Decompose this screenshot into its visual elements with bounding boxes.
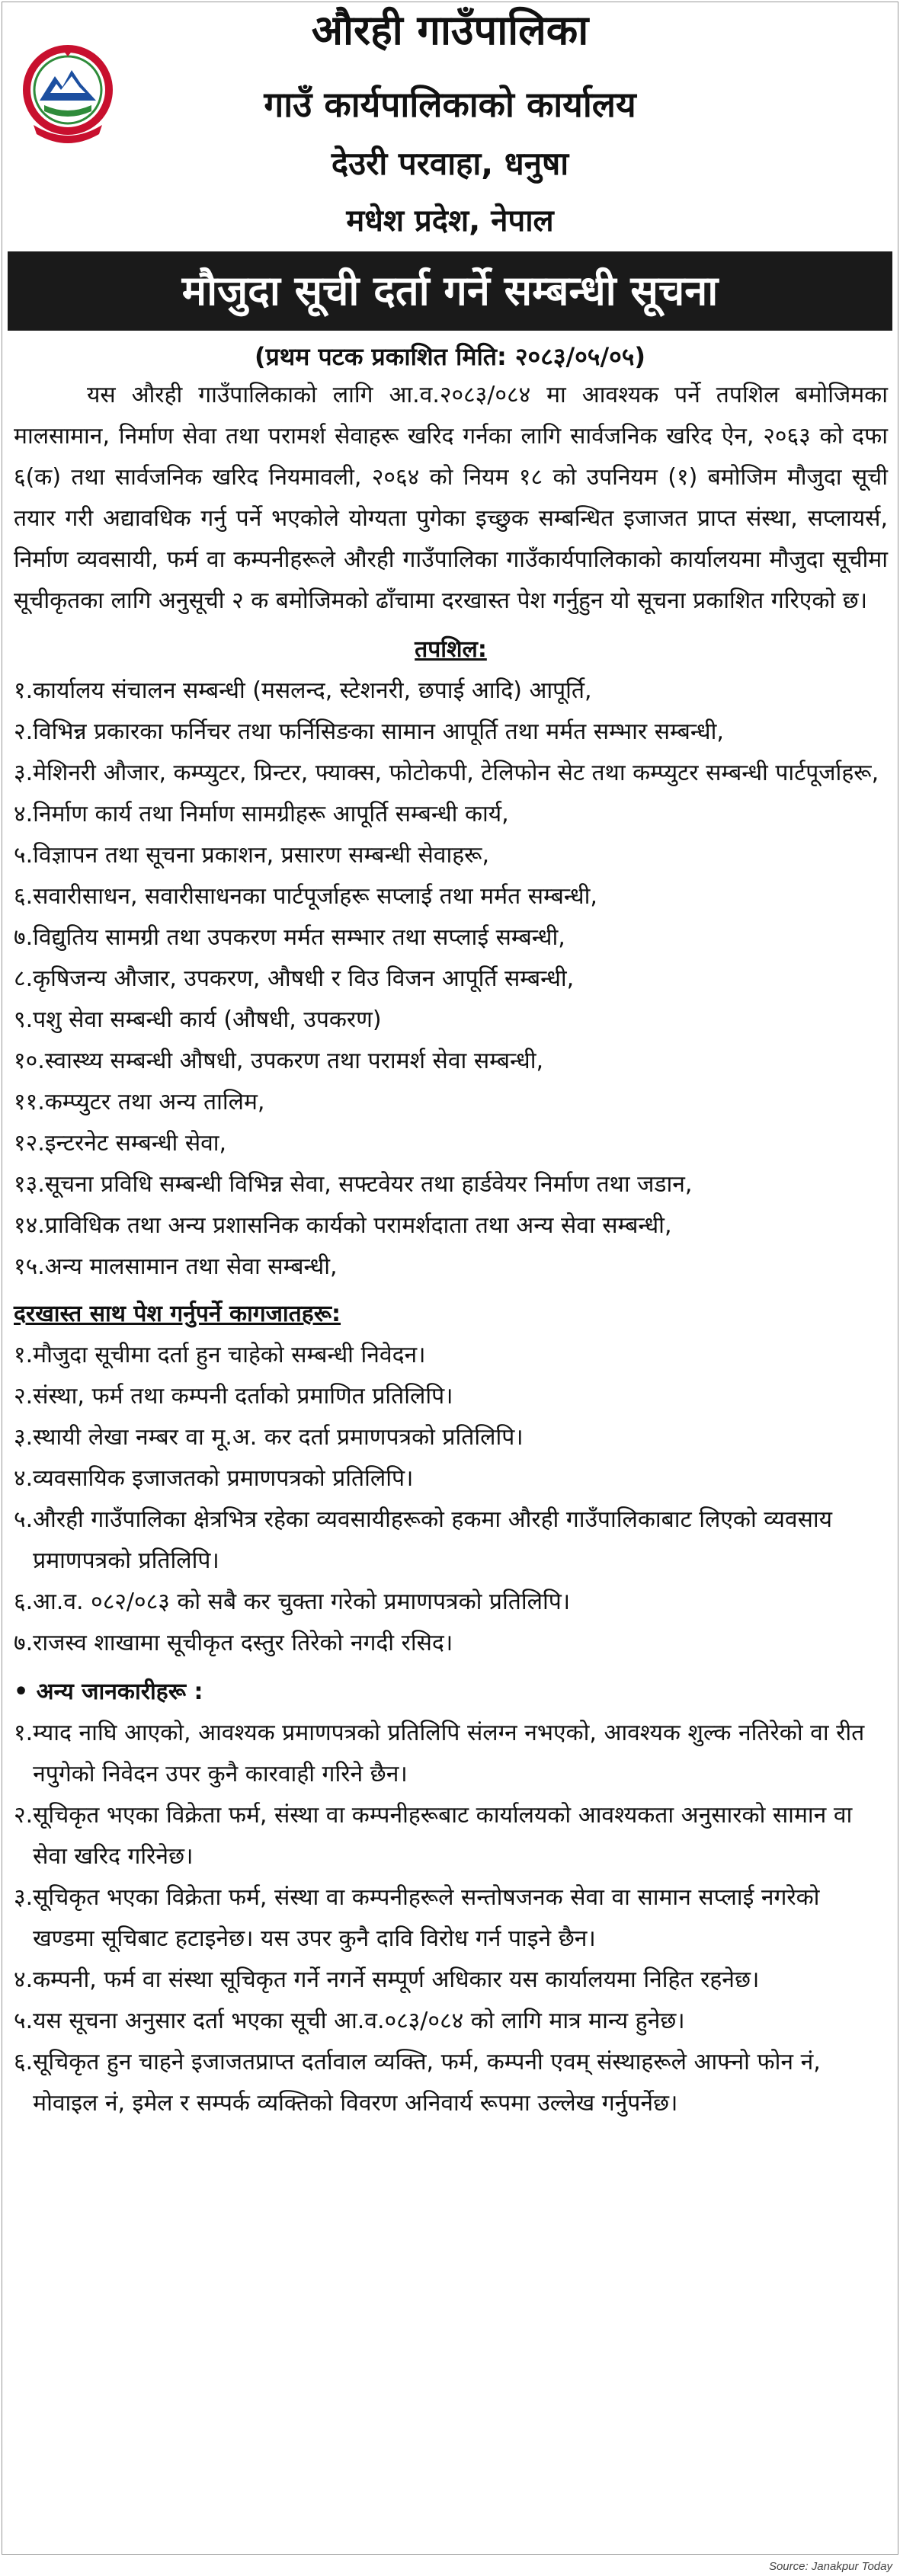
document-item-number: ७. [14,1630,34,1656]
other-info-item-number: ६. [14,2049,34,2075]
other-info-item [14,1877,888,1960]
other-info-heading: • अन्य जानकारीहरू : [14,1678,203,1705]
detail-item-number: १४. [14,1212,45,1239]
detail-item-number: ४. [14,801,34,827]
document-item-text: संस्था, फर्म तथा कम्पनी दर्ताको प्रमाणित प्रतिलिपि। [33,1383,453,1410]
detail-item-text: सूचना प्रविधि सम्बन्धी विभिन्न सेवा, सफ्टवेयर तथा हार्डवेयर निर्माण तथा जडान, [44,1171,693,1198]
other-info-item [14,1960,888,2001]
detail-item [14,876,888,917]
detail-item [14,753,888,794]
other-info-item-text: सूचिकृत हुन चाहने इजाजतप्राप्त दर्तावाल व्यक्ति, फर्म, कम्पनी एवम् संस्थाहरूले आफ्नो फोन नं, मोवाइल नं, इमेल र सम्पर्क व्यक्तिको विवरण अनिवार्य रूपमा उल्लेख गर्नुपर्नेछ। [33,2049,821,2117]
document-item [14,1623,888,1664]
detail-item-number: ९. [14,1006,34,1033]
documents-heading: दरखास्त साथ पेश गर्नुपर्ने कागजातहरू: [14,1301,341,1327]
other-info-item-text: यस सूचना अनुसार दर्ता भएका सूची आ.व.०८३/०८४ को लागि मात्र मान्य हुनेछ। [33,2008,685,2034]
other-info-item-text: सूचिकृत भएका विक्रेता फर्म, संस्था वा कम्पनीहरूले सन्तोषजनक सेवा वा सामान सप्लाई नगरेको खण्डमा सूचिबाट हटाइनेछ। यस उपर कुनै दावि विरोध गर्न पाइने छैन। [33,1884,820,1952]
detail-item-text: कृषिजन्य औजार, उपकरण, औषधी र विउ विजन आपूर्ति सम्बन्धी, [33,965,575,992]
other-info-list [14,1713,888,2124]
details-heading: तपशिल: [415,636,487,663]
detail-item [14,1082,888,1123]
other-info-item [14,1713,888,1795]
document-item-number: १. [14,1342,34,1368]
document-item [14,1376,888,1417]
detail-item-text: विभिन्न प्रकारका फर्निचर तथा फर्निसिङका सामान आपूर्ति तथा मर्मत सम्भार सम्बन्धी, [33,718,724,745]
notice-body [14,375,888,2124]
detail-item [14,958,888,1000]
document-item-text: व्यवसायिक इजाजतको प्रमाणपत्रको प्रतिलिपि। [33,1465,414,1492]
detail-item [14,670,888,712]
office-name: गाउँ कार्यपालिकाको कार्यालय [264,84,636,125]
detail-item-text: इन्टरनेट सम्बन्धी सेवा, [44,1130,227,1157]
document-item [14,1499,888,1582]
other-info-item-number: २. [14,1802,34,1829]
other-info-item-text: म्याद नाघि आएको, आवश्यक प्रमाणपत्रको प्रतिलिपि संलग्न नभएको, आवश्यक शुल्क नतिरेको वा रीत नपुगेको निवेदन उपर कुनै कारवाही गरिने छैन। [33,1720,865,1787]
notice-title: मौजुदा सूची दर्ता गर्ने सम्बन्धी सूचना [8,251,892,331]
documents-list [14,1335,888,1664]
detail-item [14,1164,888,1205]
detail-item [14,1246,888,1288]
detail-item [14,1205,888,1246]
other-info-item-text: सूचिकृत भएका विक्रेता फर्म, संस्था वा कम्पनीहरूबाट कार्यालयको आवश्यकता अनुसारको सामान वा सेवा खरिद गरिनेछ। [33,1802,853,1870]
other-info-item-text: कम्पनी, फर्म वा संस्था सूचिकृत गर्ने नगर्ने सम्पूर्ण अधिकार यस कार्यालयमा निहित रहनेछ। [33,1966,760,1993]
detail-item-number: १२. [14,1130,45,1157]
document-item [14,1417,888,1458]
other-info-item-number: १. [14,1720,34,1746]
other-info-item-number: ५. [14,2008,34,2034]
detail-item-number: १. [14,677,34,704]
document-item-text: औरही गाउँपालिका क्षेत्रभित्र रहेका व्यवसायीहरूको हकमा औरही गाउँपालिकाबाट लिएको व्यवसाय प्रमाणपत्रको प्रतिलिपि। [33,1506,833,1574]
detail-item-number: ६. [14,883,34,910]
document-item [14,1335,888,1376]
detail-item-number: १५. [14,1253,45,1280]
detail-item [14,1041,888,1082]
detail-item-text: स्वास्थ्य सम्बन्धी औषधी, उपकरण तथा परामर्श सेवा सम्बन्धी, [44,1048,544,1074]
detail-item-text: प्राविधिक तथा अन्य प्रशासनिक कार्यको परामर्शदाता तथा अन्य सेवा सम्बन्धी, [44,1212,672,1239]
detail-item-number: ३. [14,760,34,786]
document-item-number: ४. [14,1465,34,1492]
municipality-name: औरही गाउँपालिका [311,6,589,54]
detail-item-text: अन्य मालसामान तथा सेवा सम्बन्धी, [44,1253,338,1280]
other-info-item-number: ४. [14,1966,34,1993]
document-item-text: मौजुदा सूचीमा दर्ता हुन चाहेको सम्बन्धी निवेदन। [33,1342,426,1368]
detail-item-number: ५. [14,842,34,869]
detail-item-number: ७. [14,924,34,951]
source-credit: Source: Janakpur Today [768,2560,892,2573]
detail-item-text: निर्माण कार्य तथा निर्माण सामग्रीहरू आपूर्ति सम्बन्धी कार्य, [33,801,509,827]
detail-item-text: कार्यालय संचालन सम्बन्धी (मसलन्द, स्टेशनरी, छपाई आदि) आपूर्ति, [33,677,592,704]
document-item [14,1458,888,1499]
intro-paragraph: यस औरही गाउँपालिकाको लागि आ.व.२०८३/०८४ मा आवश्यक पर्ने तपशिल बमोजिमका मालसामान, निर्माण सेवा तथा परामर्श सेवाहरू खरिद गर्नका लागि सार्वजनिक खरिद ऐन, २०६३ को दफा ६(क) तथा सार्वजनिक खरिद नियमावली, २०६४ को नियम १८ को उपनियम (१) बमोजिम मौजुदा सूची तयार गरी अद्यावधिक गर्नु पर्ने भएकोले योग्यता पुगेका इच्छुक सम्बन्धित इजाजत प्राप्त संस्था, सप्लायर्स, निर्माण व्यवसायी, फर्म वा कम्पनीहरूले औरही गाउँपालिका गाउँकार्यपालिकाको कार्यालयमा मौजुदा सूचीमा सूचीकृतका लागि अनुसूची २ क बमोजिमको ढाँचामा दरखास्त पेश गर्नुहुन यो सूचना प्रकाशित गरिएको छ। [14,382,888,614]
publication-date: (प्रथम पटक प्रकाशित मिति: २०८३/०५/०५) [254,342,646,371]
document-item-number: ६. [14,1589,34,1615]
document-item-number: ३. [14,1424,34,1451]
document-item-text: राजस्व शाखामा सूचीकृत दस्तुर तिरेको नगदी रसिद। [33,1630,453,1656]
detail-item-number: २. [14,718,34,745]
detail-item-number: १०. [14,1048,45,1074]
other-info-item-number: ३. [14,1884,34,1911]
document-item-text: स्थायी लेखा नम्बर वा मू.अ. कर दर्ता प्रमाणपत्रको प्रतिलिपि। [33,1424,524,1451]
detail-item-number: १३. [14,1171,45,1198]
detail-item-text: पशु सेवा सम्बन्धी कार्य (औषधी, उपकरण) [33,1006,382,1033]
other-info-item [14,1795,888,1877]
detail-item [14,917,888,958]
detail-item [14,1123,888,1164]
office-address: देउरी परवाहा, धनुषा [331,145,569,182]
detail-item-text: कम्प्युटर तथा अन्य तालिम, [44,1089,265,1115]
document-item-number: ५. [14,1506,34,1533]
document-item [14,1582,888,1623]
detail-item [14,835,888,876]
other-info-item [14,2042,888,2124]
detail-item [14,1000,888,1041]
detail-item-text: मेशिनरी औजार, कम्प्युटर, प्रिन्टर, फ्याक्स, फोटोकपी, टेलिफोन सेट तथा कम्प्युटर सम्बन्धी पार्टपूर्जाहरू, [33,760,879,786]
detail-item-text: विज्ञापन तथा सूचना प्रकाशन, प्रसारण सम्बन्धी सेवाहरू, [33,842,490,869]
detail-item [14,712,888,753]
other-info-item [14,2001,888,2042]
document-item-number: २. [14,1383,34,1410]
notice-header [0,0,900,251]
details-list [14,670,888,1288]
detail-item-number: ८. [14,965,34,992]
document-item-text: आ.व. ०८२/०८३ को सबै कर चुक्ता गरेको प्रमाणपत्रको प्रतिलिपि। [33,1589,571,1615]
detail-item [14,794,888,835]
detail-item-number: ११. [14,1089,45,1115]
province-country: मधेश प्रदेश, नेपाल [346,203,554,238]
detail-item-text: सवारीसाधन, सवारीसाधनका पार्टपूर्जाहरू सप्लाई तथा मर्मत सम्बन्धी, [33,883,597,910]
detail-item-text: विद्युतिय सामग्री तथा उपकरण मर्मत सम्भार तथा सप्लाई सम्बन्धी, [33,924,565,951]
